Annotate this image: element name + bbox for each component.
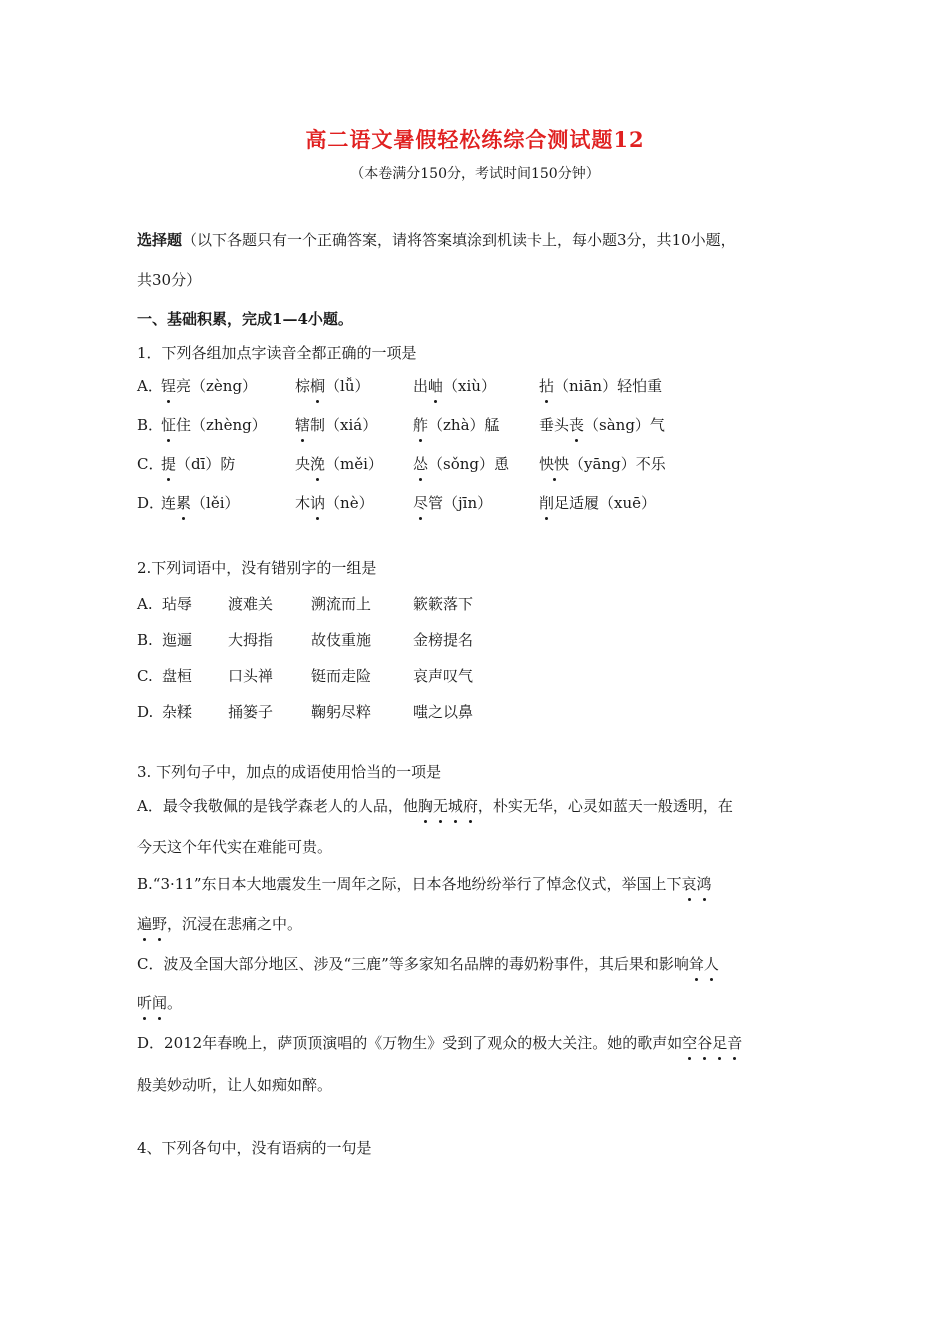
q2-option-b (137, 629, 597, 651)
q1-a-item-3: 出岫（xiù） (413, 377, 496, 395)
q3-option-d-line2: 般美妙动听，让人如痴如醉。 (137, 1076, 333, 1094)
option-label: D. (137, 703, 154, 721)
q1-c-item-1: 提（dī）防 (161, 455, 236, 473)
q3-option-d-line1 (137, 1032, 742, 1054)
option-label: C． (137, 455, 164, 473)
part-heading: 一、基础积累，完成1—4小题。 (137, 310, 353, 328)
q1-a-item-1: 锃亮（zèng） (161, 377, 258, 395)
q1-option-b (137, 414, 697, 436)
q3-a-text-tail: ，朴实无华，心灵如蓝天一般透明，在 (477, 797, 733, 815)
q2-c-item-1: 盘桓 (162, 667, 193, 685)
page-subtitle: （本卷满分150分，考试时间150分钟） (350, 166, 600, 182)
q4-stem: 4、下列各句中，没有语病的一句是 (137, 1139, 372, 1157)
page-title: 高二语文暑假轻松练综合测试题12 (305, 127, 645, 152)
q1-d-item-4: 削足适履（xuē） (539, 494, 657, 512)
q1-d-item-1: 连累（lěi） (161, 494, 240, 512)
option-label: B． (137, 416, 164, 434)
q3-c-text: C．波及全国大部分地区、涉及“三鹿”等多家知名品牌的毒奶粉事件，其后果和影响 (137, 955, 689, 973)
q3-option-c-line1 (137, 953, 719, 975)
q2-option-c (137, 665, 597, 687)
section-heading-bold: 选择题 (137, 231, 183, 249)
q1-b-item-2: 辖制（xiá） (295, 416, 378, 434)
q1-b-item-1: 怔住（zhèng） (161, 416, 267, 434)
q2-b-item-1: 迤逦 (162, 631, 193, 649)
q2-b-item-2: 大拇指 (228, 631, 274, 649)
section-heading-rest: （以下各题只有一个正确答案，请将答案填涂到机读卡上，每小题3分，共10小题， (182, 231, 736, 249)
q2-option-a (137, 593, 597, 615)
q2-c-item-4: 哀声叹气 (413, 667, 474, 685)
q1-option-c (137, 453, 697, 475)
q3-c-idiom-part2: 听闻 (137, 994, 168, 1012)
q1-d-item-3: 尽管（jīn） (413, 494, 493, 512)
q1-stem: 1．下列各组加点字读音全都正确的一项是 (137, 344, 417, 362)
q3-d-idiom: 空谷足音 (682, 1034, 743, 1052)
q3-d-text: D．2012年春晚上，萨顶顶演唱的《万物生》受到了观众的极大关注。她的歌声如 (137, 1034, 683, 1052)
q2-a-item-3: 溯流而上 (311, 595, 372, 613)
section-heading-continued: 共30分） (137, 271, 202, 289)
q3-option-b-line1 (137, 873, 712, 895)
q2-d-item-2: 捅篓子 (228, 703, 274, 721)
q3-b-idiom-part1: 哀鸿 (681, 875, 712, 893)
q2-stem: 2.下列词语中，没有错别字的一组是 (137, 559, 377, 577)
q2-a-item-4: 簌簌落下 (413, 595, 474, 613)
q2-c-item-3: 铤而走险 (311, 667, 372, 685)
q2-d-item-4: 嗤之以鼻 (413, 703, 474, 721)
q3-stem: 3. 下列句子中，加点的成语使用恰当的一项是 (137, 763, 442, 781)
q3-a-idiom: 胸无城府 (417, 797, 478, 815)
q2-c-item-2: 口头禅 (228, 667, 274, 685)
q1-d-item-2: 木讷（nè） (295, 494, 374, 512)
q3-c-idiom-part1: 耸人 (688, 955, 719, 973)
q1-c-item-4: 怏怏（yāng）不乐 (539, 455, 666, 473)
q2-b-item-3: 故伎重施 (311, 631, 372, 649)
section-heading (137, 229, 736, 251)
q1-a-item-4: 拈（niān）轻怕重 (539, 377, 663, 395)
q1-a-item-2: 棕榈（lǚ） (295, 377, 370, 395)
q3-c-text-tail: 。 (167, 994, 183, 1012)
q3-b-idiom-part2: 遍野 (137, 915, 168, 933)
option-label: C. (137, 667, 153, 685)
option-label: A． (137, 377, 163, 395)
q2-a-item-2: 渡难关 (228, 595, 274, 613)
q3-b-text: B.“3·11”东日本大地震发生一周年之际，日本各地纷纷举行了悼念仪式，举国上下 (137, 875, 682, 893)
q2-d-item-1: 杂糅 (162, 703, 193, 721)
q1-c-item-2: 央浼（měi） (295, 455, 383, 473)
q3-a-text: A．最令我敬佩的是钱学森老人的人品，他 (137, 797, 418, 815)
q3-option-b-line2 (137, 913, 302, 935)
option-label: B. (137, 631, 153, 649)
q2-d-item-3: 鞠躬尽粹 (311, 703, 372, 721)
q1-option-a (137, 375, 697, 397)
option-label: D． (137, 494, 165, 512)
q1-c-item-3: 怂（sǒng）恿 (413, 455, 510, 473)
q1-option-d (137, 492, 697, 514)
q3-option-a-line1 (137, 795, 733, 817)
q1-b-item-3: 舴（zhà）艋 (413, 416, 500, 434)
option-label: A. (137, 595, 153, 613)
q3-b-text-tail: ，沉浸在悲痛之中。 (167, 915, 303, 933)
q2-option-d (137, 701, 597, 723)
q2-b-item-4: 金榜提名 (413, 631, 474, 649)
q1-b-item-4: 垂头丧（sàng）气 (539, 416, 665, 434)
q3-option-c-line2 (137, 992, 182, 1014)
q2-a-item-1: 玷辱 (162, 595, 193, 613)
q3-option-a-line2: 今天这个年代实在难能可贵。 (137, 838, 333, 856)
